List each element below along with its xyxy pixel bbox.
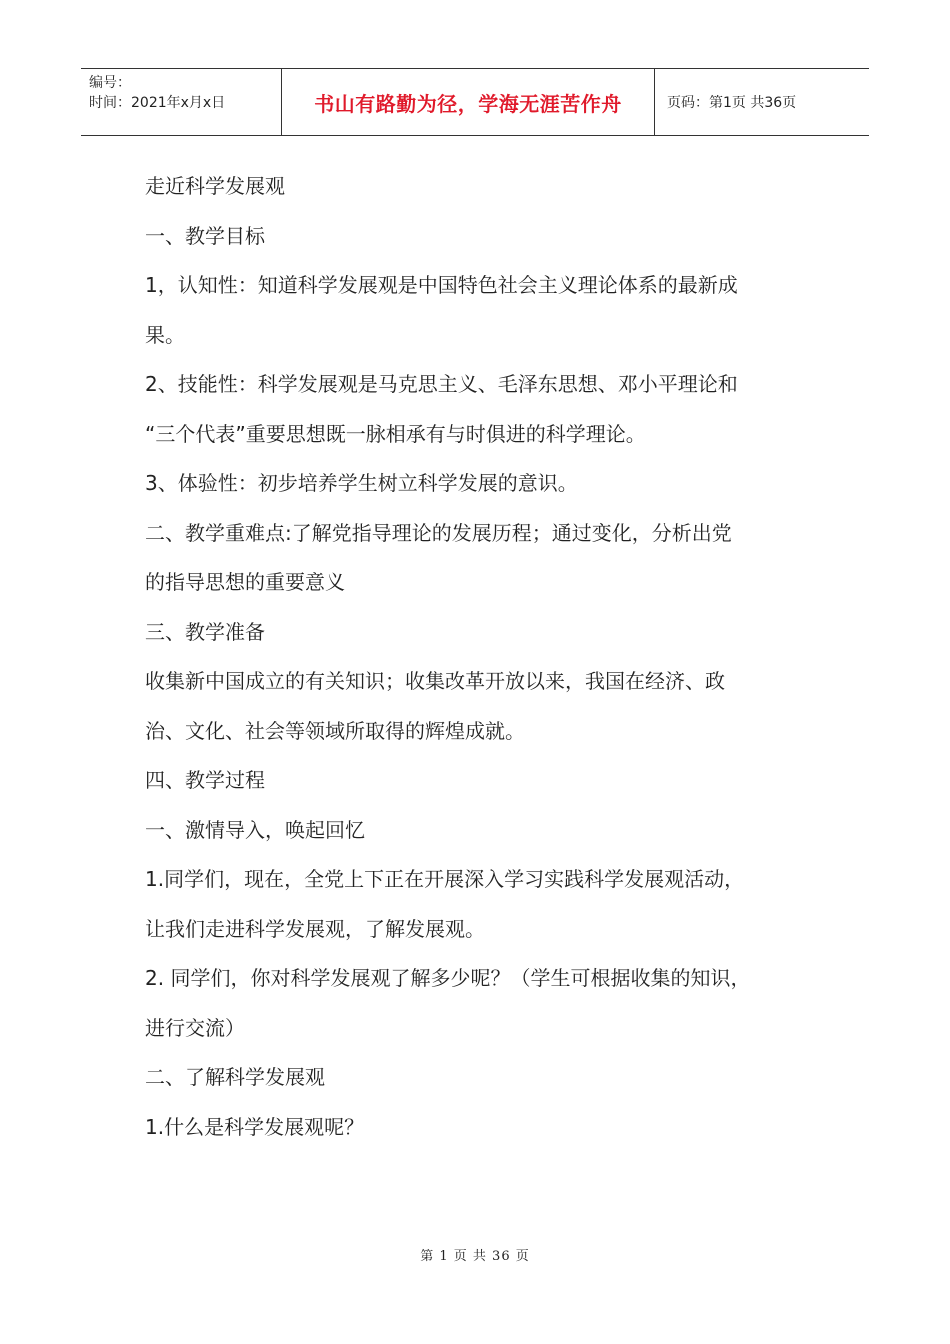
body-line: “三个代表”重要思想既一脉相承有与时俱进的科学理论。	[145, 421, 646, 446]
body-line: 2、技能性：科学发展观是马克思主义、毛泽东思想、邓小平理论和	[145, 372, 738, 396]
footer-page-number: 第 1 页 共 36 页	[420, 1249, 530, 1264]
document-body	[145, 162, 815, 1152]
body-line: 3、体验性：初步培养学生树立科学发展的意识。	[145, 471, 578, 495]
body-line: 治、文化、社会等领域所取得的辉煌成就。	[145, 718, 525, 743]
header-page-cell	[655, 69, 869, 135]
section-heading: 二、教学重难点:了解党指导理论的发展历程；通过变化，分析出党	[145, 520, 732, 545]
body-line: 让我们走进科学发展观，了解发展观。	[145, 916, 485, 941]
body-line: 进行交流）	[145, 1015, 245, 1040]
body-line: 的指导思想的重要意义	[145, 570, 345, 594]
subsection-heading: 一、激情导入，唤起回忆	[145, 817, 365, 842]
document-title: 走近科学发展观	[145, 174, 285, 198]
document-date: 时间：2021年x月x日	[89, 95, 226, 111]
body-line: 收集新中国成立的有关知识；收集改革开放以来，我国在经济、政	[145, 669, 725, 693]
body-line: 1，认知性：知道科学发展观是中国特色社会主义理论体系的最新成	[145, 273, 738, 297]
header-page-info: 页码：第1页 共36页	[667, 95, 797, 111]
header-motto-cell	[281, 69, 655, 135]
header-motto: 书山有路勤为径，学海无涯苦作舟	[314, 91, 622, 116]
section-heading: 四、教学过程	[145, 768, 265, 792]
body-line: 果。	[145, 322, 185, 347]
body-line: 2. 同学们，你对科学发展观了解多少呢？（学生可根据收集的知识，	[145, 966, 751, 990]
header-meta-cell	[81, 69, 281, 135]
document-number-label: 编号：	[89, 75, 131, 91]
page-header	[81, 68, 869, 136]
body-line: 1.什么是科学发展观呢？	[145, 1114, 365, 1139]
body-line: 1.同学们，现在，全党上下正在开展深入学习实践科学发展观活动，	[145, 867, 745, 891]
section-heading: 三、教学准备	[145, 619, 265, 644]
section-heading: 一、教学目标	[145, 223, 265, 248]
subsection-heading: 二、了解科学发展观	[145, 1065, 325, 1089]
page-footer	[0, 1245, 950, 1264]
